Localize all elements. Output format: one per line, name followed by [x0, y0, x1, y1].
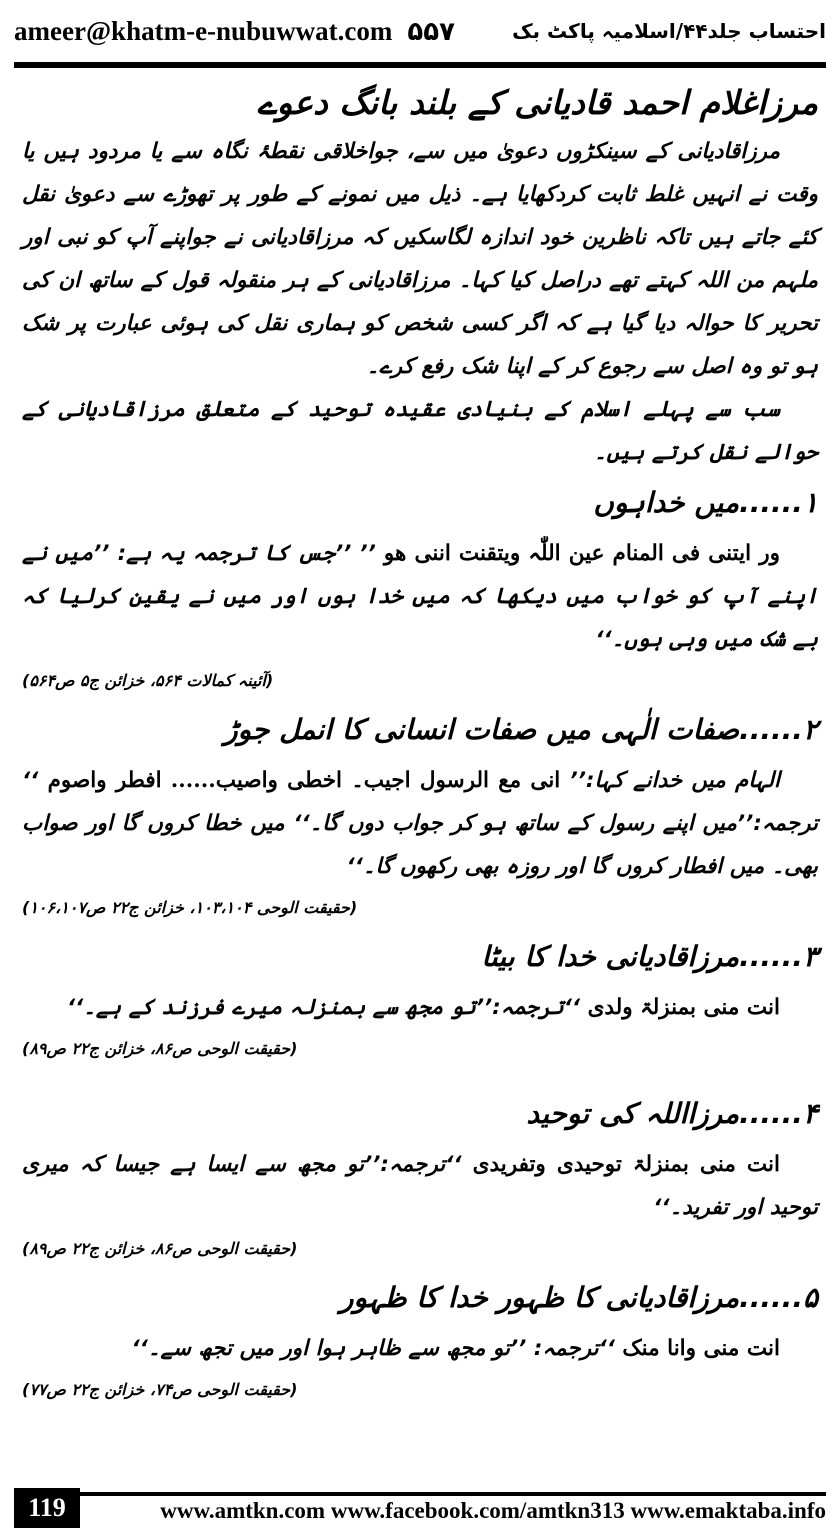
- reference-5: (حقیقت الوحی ص۷۴، خزائن ج۲۲ ص۷۷): [22, 1380, 298, 1399]
- reference-1: (آئینہ کمالات ۵۶۴، خزائن ج۵ ص۵۶۴): [22, 671, 274, 690]
- section-text-5: ‘‘ترجمہ: ’’تو مجھ سے ظاہر ہوا اور میں تجھ سے۔‘‘: [131, 1336, 615, 1361]
- section-text-2: ‘‘ ترجمہ:’’میں اپنے رسول کے ساتھ ہو کر جواب دوں گا۔‘‘ میں خطا کروں گا اور صواب بھی۔ میں افطار کروں گا اور روزہ بھی رکھوں گا۔‘‘: [22, 768, 818, 879]
- section-heading-3: ۳......مرزاقادیانی خدا کا بیٹا: [481, 940, 818, 973]
- section-heading-4: ۴......مرزااللہ کی توحید: [526, 1097, 818, 1130]
- section-body-1: [22, 532, 818, 661]
- page-content: [22, 76, 818, 1410]
- section-text-4: ‘‘ترجمہ:’’تو مجھ سے ایسا ہے جیسا کہ میری توحید اور تفرید۔‘‘: [22, 1152, 818, 1220]
- intro-paragraph-2: سب سے پہلے اسلام کے بنیادی عقیدہ توحید کے متعلق مرزاقادیانی کے حوالے نقل کرتے ہیں۔: [22, 397, 818, 465]
- section-text-1a: ’’ ’’جس کا ترجمہ یہ ہے:: [117, 541, 376, 566]
- section-prefix-2: الہام میں خدانے کہا:’’: [569, 768, 780, 793]
- arabic-quote-2: انی مع الرسول اجیب۔ اخطی واصیب...... افطر واصوم: [47, 768, 561, 793]
- section-body-4: [22, 1143, 818, 1229]
- reference-2: (حقیقت الوحی ۱۰۳،۱۰۴، خزائن ج۲۲ ص۱۰۶،۱۰۷): [22, 898, 358, 917]
- header-book-title: احتساب جلد۴۴/اسلامیہ پاکٹ بک: [512, 19, 826, 43]
- footer-rule: [80, 1492, 826, 1496]
- section-heading-1: ۱......میں خداہوں: [593, 486, 818, 519]
- reference-block-4: [22, 1229, 818, 1269]
- arabic-quote-1: ور ایتنی فی المنام عین اللّٰہ ویتقنت اننی ھو: [383, 541, 780, 566]
- footer-page-number: 119: [14, 1488, 80, 1528]
- reference-4: (حقیقت الوحی ص۸۶، خزائن ج۲۲ ص۸۹): [22, 1239, 298, 1258]
- page-footer: [14, 1488, 826, 1528]
- section-text-3: ‘‘ترجمہ:’’تو مجھ سے بمنزلہ میرے فرزند کے ہے۔‘‘: [66, 995, 581, 1020]
- footer-urls[interactable]: www.amtkn.com www.facebook.com/amtkn313 www.emaktaba.info: [160, 1498, 826, 1523]
- arabic-quote-3: انت منی بمنزلۃ ولدی: [587, 995, 780, 1020]
- section-heading-5: ۵......مرزاقادیانی کا ظہور خدا کا ظہور: [339, 1281, 818, 1314]
- footer-bar: [80, 1488, 826, 1528]
- reference-block-3: [22, 1029, 818, 1069]
- intro-paragraph: مرزاقادیانی کے سینکڑوں دعویٰ میں سے، جواخلاقی نقطۂ نگاہ سے یا مردود ہیں یا وقت نے انہیں غلط ثابت کردکھایا ہے۔ ذیل میں نمونے کے طور پر تھوڑے سے دعویٰ نقل کئے جاتے ہیں تاکہ ناظرین خود اندازہ لگاسکیں کہ مرزاقادیانی نے جواپنے آپ کو نبی اور ملہم من اللہ کہتے تھے دراصل کیا کہا۔ مرزاقادیانی کے ہر منقولہ قول کے ساتھ ان کی تحریر کا حوالہ دیا گیا ہے کہ اگر کسی شخص کو ہماری نقل کی ہوئی عبارت پر شک ہو تو وہ اصل سے رجوع کر کے اپنا شک رفع کرے۔: [22, 139, 818, 379]
- reference-3: (حقیقت الوحی ص۸۶، خزائن ج۲۲ ص۸۹): [22, 1039, 298, 1058]
- header-page-number: ۵۵۷: [407, 16, 456, 47]
- page-header: [14, 0, 826, 62]
- page-title: مرزاغلام احمد قادیانی کے بلند بانگ دعوے: [257, 83, 818, 122]
- header-email: ameer@khatm-e-nubuwwat.com: [14, 15, 393, 46]
- header-left: [14, 16, 455, 47]
- reference-block-1: [22, 661, 818, 701]
- arabic-quote-5: انت منی وانا منک: [622, 1336, 780, 1361]
- section-heading-2: ۲......صفات الٰہی میں صفات انسانی کا انمل جوڑ: [224, 713, 818, 746]
- section-body-3: [22, 986, 818, 1029]
- reference-block-5: [22, 1370, 818, 1410]
- spacer: [22, 1069, 818, 1085]
- reference-block-2: [22, 888, 818, 928]
- arabic-quote-4: انت منی بمنزلۃ توحیدی وتفریدی: [472, 1152, 780, 1177]
- header-rule: [14, 62, 826, 68]
- section-body-5: [22, 1327, 818, 1370]
- section-body-2: [22, 759, 818, 888]
- section-text-1b: ’’میں نے اپنے آپ کو خواب میں دیکھا کہ میں خدا ہوں اور میں نے یقین کرلیا کہ بے شک میں وہی ہوں۔‘‘: [22, 541, 818, 652]
